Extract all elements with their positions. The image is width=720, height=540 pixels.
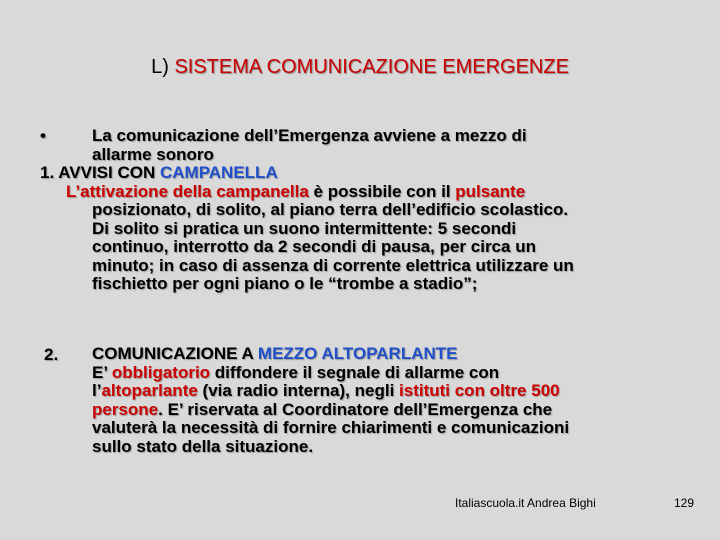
bullet-icon: • <box>40 126 46 145</box>
section1-line-1 <box>40 183 700 202</box>
section2-heading-prefix: COMUNICAZIONE A <box>92 344 258 363</box>
intro-text-1: La comunicazione dell’Emergenza avviene a mezzo di <box>92 126 527 145</box>
section1-l1-b: è possibile con il <box>308 181 456 201</box>
title-text: SISTEMA COMUNICAZIONE EMERGENZE <box>174 56 569 78</box>
intro-line-1 <box>40 127 700 146</box>
title-prefix: L) <box>151 56 169 78</box>
section1-line-2: posizionato, di solito, al piano terra dell’edificio scolastico. <box>92 200 569 219</box>
intro-line-2: allarme sonoro <box>92 144 214 164</box>
section2-l3-a: persone <box>92 399 159 419</box>
section2-heading <box>92 345 569 364</box>
section1-heading-prefix: 1. AVVISI CON <box>40 163 160 182</box>
section2-l1-a: E’ <box>92 362 112 382</box>
section2-line-1 <box>92 364 569 383</box>
section1-line-5: minuto; in caso di assenza di corrente elettrica utilizzare un <box>92 255 574 275</box>
section1-line-4: continuo, interrotto da 2 secondi di pausa, per circa un <box>92 237 536 256</box>
section2-line-3 <box>92 401 569 420</box>
section1-line-6: fischietto per ogni piano o le “trombe a stadio”; <box>92 274 478 293</box>
slide-title <box>0 56 720 79</box>
section2-body <box>92 345 569 456</box>
section2-heading-highlight: MEZZO ALTOPARLANTE <box>257 344 458 363</box>
section2-line-5: sullo stato della situazione. <box>92 436 314 456</box>
slide-body <box>40 127 700 294</box>
section1-heading-highlight: CAMPANELLA <box>159 163 278 182</box>
section1-heading <box>40 164 700 183</box>
section2-l2-d: istituti con oltre 500 <box>399 381 560 400</box>
section2-l2-a: l’ <box>92 381 102 400</box>
section2-l3-b: . E’ riservata al Coordinatore dell’Emergenza che <box>158 399 553 419</box>
section1-l1-c: pulsante <box>455 181 526 201</box>
section1-line-3: Di solito si pratica un suono intermittente: 5 secondi <box>92 218 517 238</box>
section2-number: 2. <box>44 345 59 364</box>
section2-l2-c: (via radio interna), negli <box>197 381 400 400</box>
footer-author: Italiascuola.it Andrea Bighi <box>455 496 596 510</box>
page-number: 129 <box>674 496 695 510</box>
section2-l1-c: diffondere il segnale di allarme con <box>210 362 500 382</box>
section2-line-4: valuterà la necessità di fornire chiarimenti e comunicazioni <box>92 418 570 437</box>
section2-line-2 <box>92 382 569 401</box>
section2-l1-b: obbligatorio <box>111 362 211 382</box>
section1-l1-a: L’attivazione della campanella <box>66 181 309 201</box>
section2-l2-b: altoparlante <box>101 381 198 400</box>
